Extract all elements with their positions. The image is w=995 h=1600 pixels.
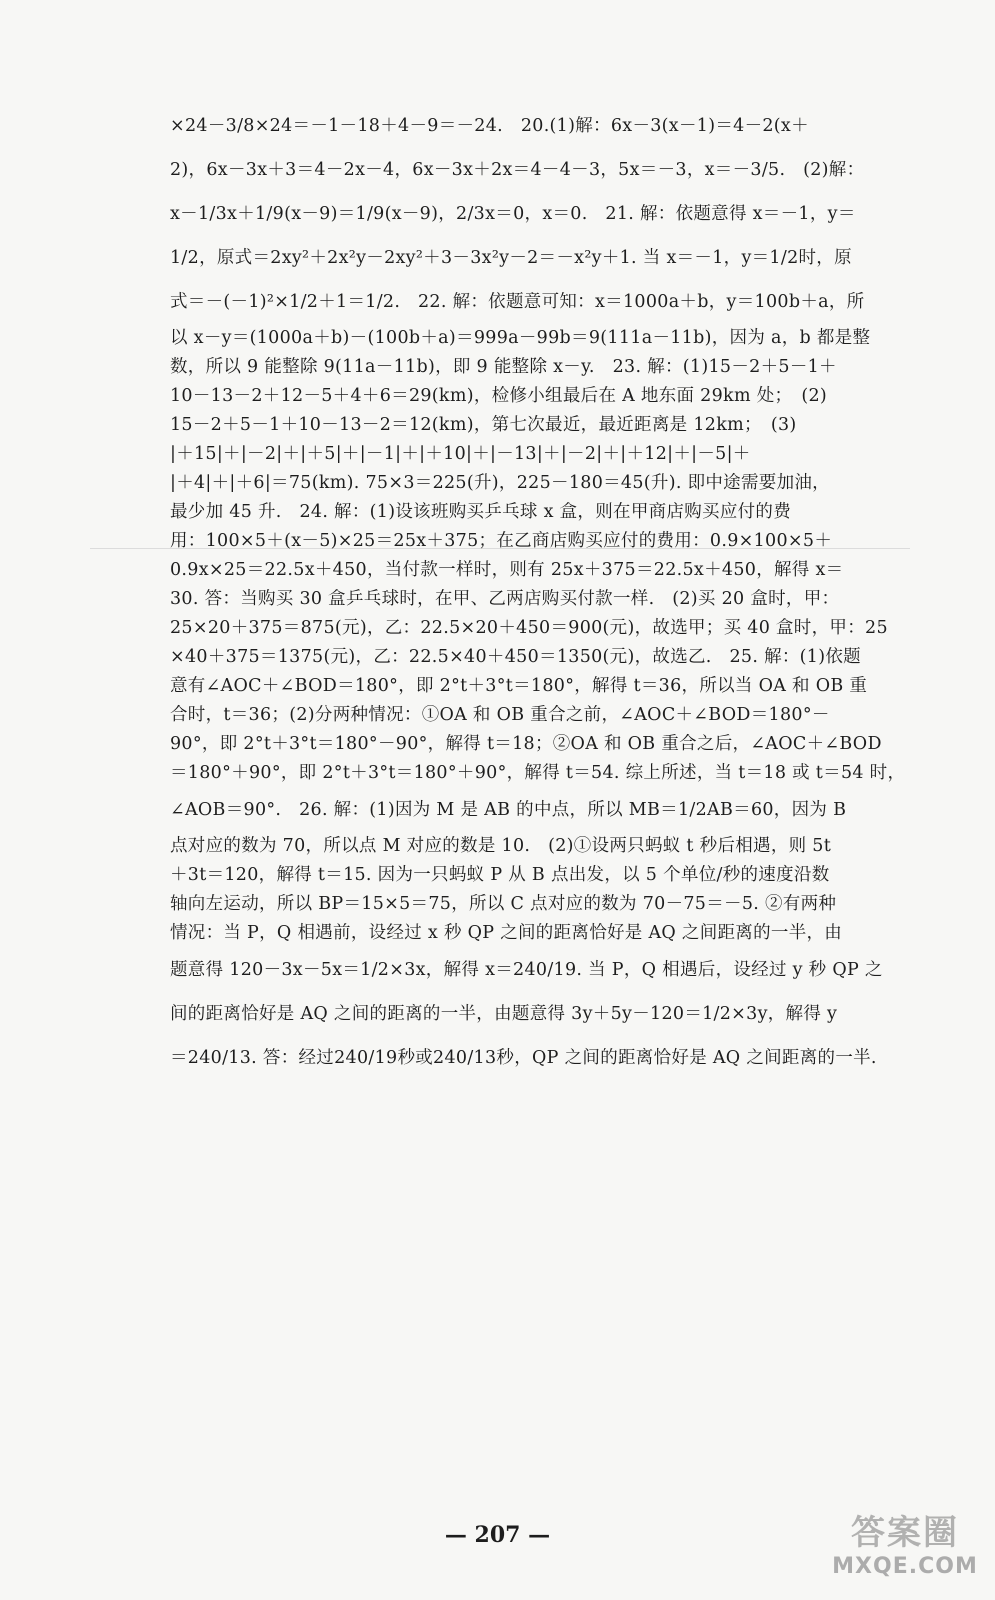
text-line: ×40＋375＝1375(元)，乙：22.5×40＋450＝1350(元)，故选乙. 25. 解：(1)依题 (170, 647, 861, 667)
text-line: 数，所以 9 能整除 9(11a－11b)，即 9 能整除 x－y. 23. 解：(1)15－2＋5－1＋ (170, 357, 837, 377)
text-line: |＋15|＋|－2|＋|＋5|＋|－1|＋|＋10|＋|－13|＋|－2|＋|＋12|＋|－5|＋ (170, 444, 751, 464)
text-line: ＝240/13. 答：经过240/19秒或240/13秒，QP 之间的距离恰好是 AQ 之间距离的一半. (170, 1048, 877, 1068)
text-line: x－1/3x＋1/9(x－9)＝1/9(x－9)，2/3x＝0，x＝0. 21. 解：依题意得 x＝－1，y＝ (170, 204, 856, 224)
text-line: 轴向左运动，所以 BP＝15×5＝75，所以 C 点对应的数为 70－75＝－5. ②有两种 (170, 894, 837, 914)
text-line: 用：100×5＋(x－5)×25＝25x＋375；在乙商店购买应付的费用：0.9×100×5＋ (170, 531, 833, 551)
text-line: 2)，6x－3x＋3＝4－2x－4，6x－3x＋2x＝4－4－3，5x＝－3，x＝－3/5. (2)解： (170, 160, 865, 180)
answer-text-block (170, 104, 906, 1080)
text-line: ×24－3/8×24＝－1－18＋4－9＝－24. 20.(1)解：6x－3(x－1)＝4－2(x＋ (170, 116, 809, 136)
text-line: 最少加 45 升. 24. 解：(1)设该班购买乒乓球 x 盒，则在甲商店购买应付的费 (170, 502, 792, 522)
text-line: 情况：当 P，Q 相遇前，设经过 x 秒 QP 之间的距离恰好是 AQ 之间距离的一半，由 (170, 923, 843, 943)
text-line: 30. 答：当购买 30 盒乒乓球时，在甲、乙两店购买付款一样. (2)买 20 盒时，甲： (170, 589, 840, 609)
text-line: 10－13－2＋12－5＋4＋6＝29(km)，检修小组最后在 A 地东面 29km 处； (2) (170, 386, 828, 406)
watermark-logo (830, 1505, 980, 1595)
text-line: 意有∠AOC＋∠BOD＝180°，即 2°t＋3°t＝180°，解得 t＝36，所以当 OA 和 OB 重 (170, 676, 868, 696)
page-number: — 207 — (444, 1522, 551, 1548)
text-line: 点对应的数为 70，所以点 M 对应的数是 10. (2)①设两只蚂蚁 t 秒后相遇，则 5t (170, 836, 832, 856)
text-line: ＝180°＋90°，即 2°t＋3°t＝180°＋90°，解得 t＝54. 综上所述，当 t＝18 或 t＝54 时， (170, 763, 906, 783)
watermark-title: 答案圈 (851, 1513, 959, 1553)
text-line: ∠AOB＝90°. 26. 解：(1)因为 M 是 AB 的中点，所以 MB＝1/2AB＝60，因为 B (170, 800, 847, 820)
text-line: 式＝－(－1)²×1/2＋1＝1/2. 22. 解：依题意可知：x＝1000a＋b，y＝100b＋a，所 (170, 292, 865, 312)
text-line: 以 x－y＝(1000a＋b)－(100b＋a)＝999a－99b＝9(111a－11b)，因为 a，b 都是整 (170, 328, 871, 348)
text-line: 间的距离恰好是 AQ 之间的距离的一半，由题意得 3y＋5y－120＝1/2×3y，解得 y (170, 1004, 838, 1024)
text-line: 25×20＋375＝875(元)，乙：22.5×20＋450＝900(元)，故选甲；买 40 盒时，甲：25 (170, 618, 888, 638)
text-line: |＋4|＋|＋6|＝75(km). 75×3＝225(升)，225－180＝45(升). 即中途需要加油， (170, 473, 830, 493)
text-line: 90°，即 2°t＋3°t＝180°－90°，解得 t＝18；②OA 和 OB 重合之后，∠AOC＋∠BOD (170, 734, 882, 754)
watermark-url: MXQE.COM (832, 1554, 978, 1579)
text-line: 题意得 120－3x－5x＝1/2×3x，解得 x＝240/19. 当 P，Q 相遇后，设经过 y 秒 QP 之 (170, 960, 883, 980)
text-line: ＋3t＝120，解得 t＝15. 因为一只蚂蚁 P 从 B 点出发，以 5 个单位/秒的速度沿数 (170, 865, 830, 885)
text-line: 0.9x×25＝22.5x＋450，当付款一样时，则有 25x＋375＝22.5x＋450，解得 x＝ (170, 560, 844, 580)
text-line: 15－2＋5－1＋10－13－2＝12(km)，第七次最近，最近距离是 12km； (3) (170, 415, 797, 435)
text-line: 合时，t＝36；(2)分两种情况：①OA 和 OB 重合之前，∠AOC＋∠BOD＝180°－ (170, 705, 830, 725)
text-line: 1/2，原式＝2xy²＋2x²y－2xy²＋3－3x²y－2＝－x²y＋1. 当 x＝－1，y＝1/2时，原 (170, 248, 852, 268)
